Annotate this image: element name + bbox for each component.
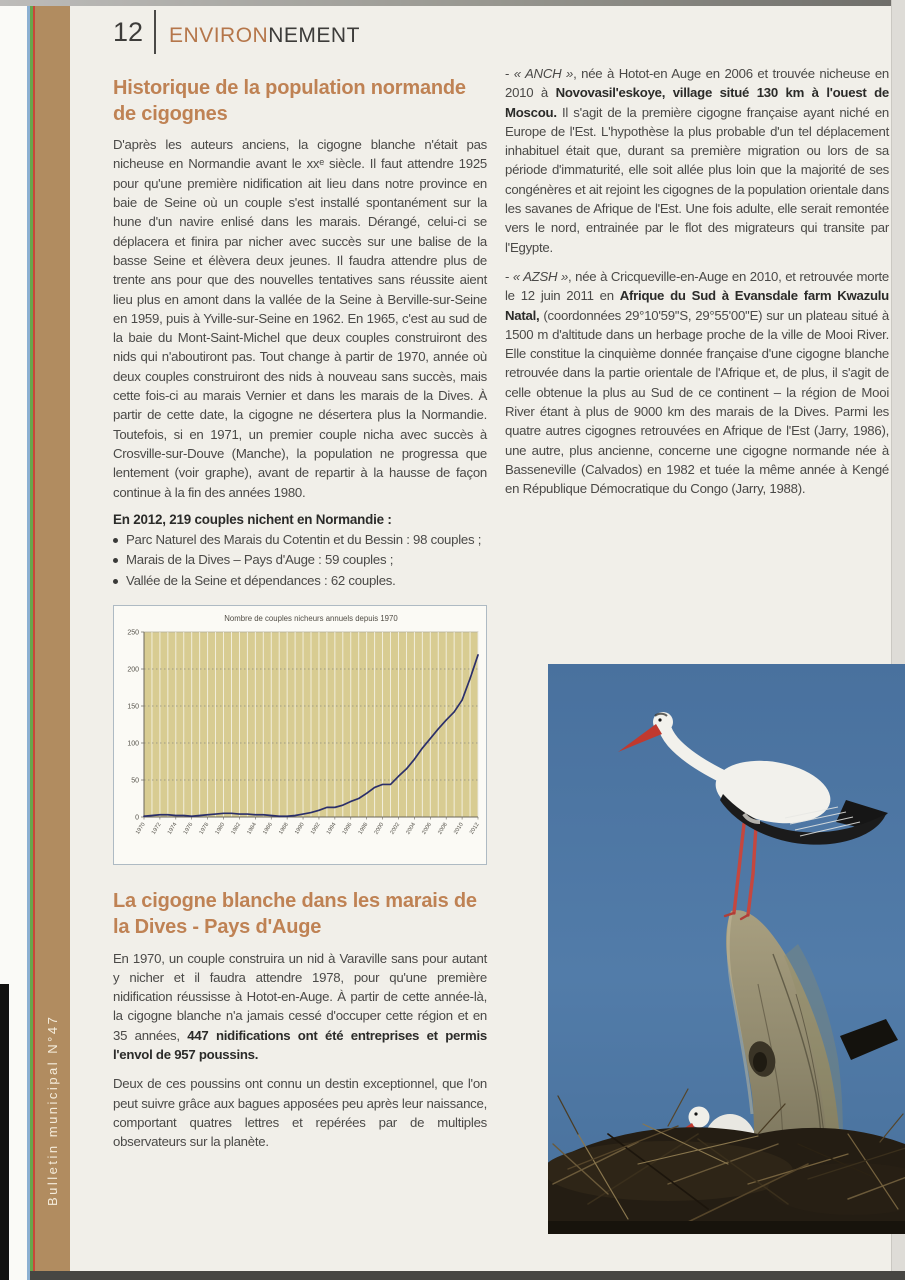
- svg-text:1982: 1982: [230, 822, 243, 836]
- svg-text:150: 150: [127, 703, 139, 711]
- scan-edge-top: [0, 0, 905, 6]
- svg-text:1990: 1990: [294, 822, 306, 836]
- scan-edge-black-corner: [0, 984, 9, 1280]
- paragraph-anch: - « ANCH », née à Hotot-en Auge en 2006 et trouvée nicheuse en 2010 à Novovasil'eskoye, village situé 130 km à l'ouest de Moscou. Il s'agit de la première cigogne française ayant niché en Europe de l'Est. L'hypothèse la plus probable d'un tel déplacement inhabituel était que, durant sa première migration ou lors de sa période d'immaturité, elle soit allée plus loin que la majorité de ses congénères et ait rejoint les cigognes de la population orientale dans les savanes de Afrique de l'Est. Une fois adulte, elle serait remontée vers le nord, entrainée par le flot des migrateurs qui transite par l'Egypte.: [505, 66, 890, 255]
- paragraph-poussins: Deux de ces poussins ont connu un destin exceptionnel, que l'on peut suivre grâce aux bagues apposées peu après leur naissance, comportant quatres lettres et repérées par de multiples observateurs sur la planète.: [113, 1076, 487, 1150]
- svg-text:1970: 1970: [135, 822, 147, 836]
- bullet-dot: [113, 558, 118, 563]
- spine-band: [35, 0, 70, 1280]
- list-item-label: Parc Naturel des Marais du Cotentin et du Bessin : 98 couples ;: [126, 531, 482, 547]
- paragraph-dives: En 1970, un couple construira un nid à Varaville sans pour autant y nicher et il faudra attendre 1978, pour qu'une première nidification réussisse à Hotot-en-Auge. À partir de cette année-là, la cigogne blanche n'a jamais cessé d'occuper cette région et en 35 années, 447 nidifications ont été entreprises et permis l'envol de 957 poussins.: [113, 950, 487, 1062]
- svg-text:100: 100: [127, 740, 139, 748]
- svg-text:2004: 2004: [405, 822, 418, 836]
- svg-text:1998: 1998: [357, 822, 370, 836]
- scan-edge-bottom: [30, 1271, 905, 1280]
- left-column: [113, 76, 487, 1161]
- svg-text:1972: 1972: [150, 822, 163, 836]
- svg-text:2012: 2012: [469, 822, 481, 836]
- section-title-rest: NEMENT: [268, 24, 360, 47]
- svg-text:250: 250: [127, 629, 139, 637]
- section-title: [169, 16, 360, 48]
- article-heading-dives: La cigogne blanche dans les marais de la Dives - Pays d'Auge: [113, 890, 477, 938]
- svg-text:2002: 2002: [389, 822, 402, 836]
- bullet-dot: [113, 579, 118, 584]
- couples-list: [113, 530, 487, 592]
- svg-text:2000: 2000: [373, 822, 386, 836]
- svg-text:1976: 1976: [182, 822, 195, 836]
- svg-text:50: 50: [131, 777, 139, 785]
- svg-text:1986: 1986: [262, 822, 274, 836]
- svg-text:1992: 1992: [309, 822, 322, 836]
- svg-text:1988: 1988: [278, 822, 290, 836]
- svg-text:1984: 1984: [246, 822, 259, 836]
- list-item-label: Marais de la Dives – Pays d'Auge : 59 couples ;: [126, 552, 394, 568]
- svg-text:2010: 2010: [453, 822, 465, 836]
- section-title-highlight: ENVIRON: [169, 24, 269, 47]
- list-item-dives: [113, 550, 487, 571]
- paragraph-historique: D'après les auteurs anciens, la cigogne blanche n'était pas nicheuse en Normandie avant le xxᵉ siècle. Il faut attendre 1925 pour qu'une première nidification ait lieu dans notre province en baie de Seine où un couple s'est installé spontanément sur la hune d'un navire enlisé dans les marais. Dérangé, celui-ci se déplacera et finira par nicher avec succès sur une balise de la basse Seine et élèvera deux jeunes. Il faudra attendre plus de trente ans pour que des nouvelles tentatives sans réussite aient lieu plus en amont dans la vallée de la Seine à Berville-sur-Seine en 1959, puis à Yville-sur-Seine en 1962. En 1965, c'est au sud de la baie du Mont-Saint-Michel que deux couples construiront des nids qui n'aboutiront pas. Tout change à partir de 1970, année où deux couples construiront des nids à nouveau sans succès, mais cette fois-ci au marais Vernier et dans les marais de la Dives. À partir de cette date, la cigogne ne désertera plus la Normandie. Toutefois, si en 1971, un premier couple nicha avec succès à Crosville-sur-Douve (Manche), la population ne progressa que lentement (voir graphe), avant de repartir à la hausse de façon continue à la fin des années 1980.: [113, 137, 487, 500]
- svg-text:1996: 1996: [341, 822, 354, 836]
- svg-text:1980: 1980: [214, 822, 227, 836]
- list-intro-2012: En 2012, 219 couples nichent en Normandie :: [113, 511, 392, 527]
- header-divider: [154, 10, 156, 54]
- svg-text:1974: 1974: [166, 822, 179, 836]
- page-number: 12: [113, 16, 144, 47]
- population-chart: [113, 605, 487, 865]
- svg-text:0: 0: [135, 814, 139, 822]
- list-item-seine: [113, 571, 487, 592]
- list-item-cotentin: [113, 530, 487, 551]
- svg-text:200: 200: [127, 666, 139, 674]
- paragraph-azsh: - « AZSH », née à Cricqueville-en-Auge en 2010, et retrouvée morte le 12 juin 2011 en Afrique du Sud à Evansdale farm Kwazulu Natal, (coordonnées 29°10'59''S, 29°55'00''E) sur un plateau situé à 1500 m d'altitude dans un herbage proche de la ville de Mooi River. Elle constitue la cinquième donnée française d'une cigogne blanche retrouvée dans la partie orientale de l'Afrique et, de plus, il s'agit de celle obtenue la plus au Sud de ce continent – la région de Mooi River étant à plus de 9000 km des marais de la Dives. Parmi les quatre autres cigognes retrouvées en Afrique de l'Est (Jarry, 1986), une autre, plus ancienne, concerne une cigogne normande née à Basseneville (Calvados) en 1982 et tuée la même année à Kengé en République Démocratique du Congo (Jarry, 1988).: [505, 268, 889, 497]
- population-chart-canvas: [114, 606, 486, 864]
- svg-text:1978: 1978: [198, 822, 211, 836]
- svg-text:1994: 1994: [325, 822, 338, 836]
- spine-text: Bulletin municipal N°47: [45, 1014, 60, 1207]
- bullet-dot: [113, 538, 118, 543]
- svg-text:Nombre de couples nicheurs ann: Nombre de couples nicheurs annuels depuis 1970: [224, 614, 398, 624]
- right-column: [505, 64, 889, 509]
- article-heading-historique: Historique de la population normande de cigognes: [113, 77, 466, 125]
- stork-photo: [548, 664, 905, 1234]
- svg-text:2006: 2006: [421, 822, 433, 836]
- page-header: [113, 10, 360, 54]
- stork-photo-illustration: [548, 664, 905, 1234]
- svg-text:2008: 2008: [437, 822, 449, 836]
- list-item-label: Vallée de la Seine et dépendances : 62 couples.: [126, 572, 396, 588]
